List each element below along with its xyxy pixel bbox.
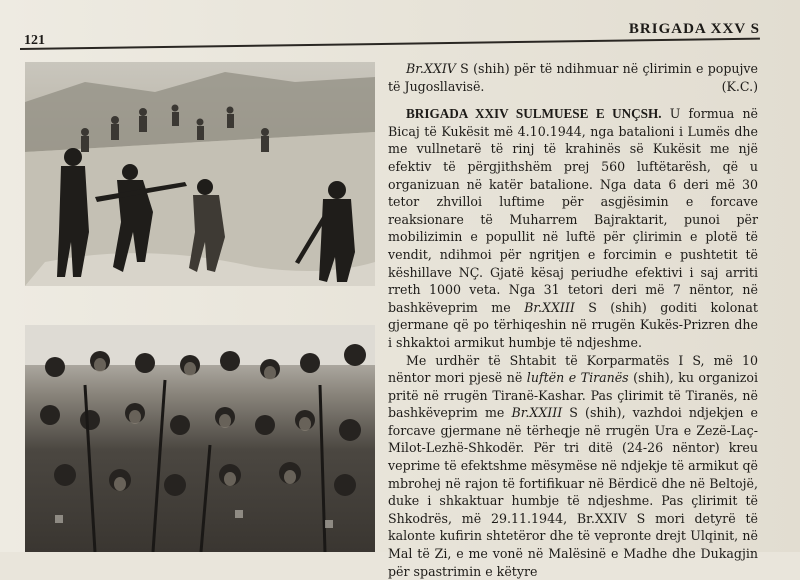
running-head: BRIGADA XXV S (629, 21, 760, 38)
page-number: 121 (24, 33, 45, 49)
intro-paragraph: Br.XXIV S (shih) për të ndihmuar në çlirimin e popujve të Jugosllavisë. (388, 60, 758, 95)
cross-reference: Br.XXIII (511, 405, 562, 420)
body-paragraph: Me urdhër të Shtabit të Korparmatës I S, më 10 nëntor mori pjesë në luftën e Tiranës (shih), ku organizoi pritë në rrugën Tiranë-Kashar. Pas çlirimit të Tiranës, në bashkëveprim me Br.XXIII S (shih), vazhdoi ndjekjen e forcave gjermane në tërheqje në rrugën Ura e Zezë-Laç-Milot-Lezhë-Shkodër. Për tri ditë (24-26 nëntor) kreu veprime të efektshme mësymëse në ndjekje të armikut që mbrohej në rajon të fortifikuar në Bërdicë dhe në Beltojë, duke i shkaktuar humbje të ndjeshme. Pas çlirimit të Shkodrës, më 29.11.1944, Br.XXIV S mori detyrë të kalonte kufirin shtetëror dhe të vepronte drejt Ulqinit, në Mal të Zi, e me vonë në Malësinë e Madhe dhe Dukagjin për spastrimin e këtyre (388, 352, 758, 580)
cross-reference: Br.XXIII (524, 300, 575, 315)
cross-reference: luftën e Tiranës (527, 370, 629, 385)
entry-title: BRIGADA XXIV SULMUESE E UNÇSH. (406, 106, 662, 121)
header-rule (20, 38, 760, 50)
article-text-column (388, 60, 758, 580)
entry-paragraph: BRIGADA XXIV SULMUESE E UNÇSH. U formua në Bicaj të Kukësit më 4.10.1944, nga batalioni i Lumës dhe me vullnetarë të rinj të krahinës së Kukësit me një efektiv të përgjithshëm prej 560 luftëtarësh, që u organizuan në katër batalione. Nga data 6 deri më 30 tetor zhvilloi luftime për asgjësimin e forcave reaksionare të Muharrem Bajraktarit, punoi për mobilizimin e popullit në luftë për çlirimin e plotë të vendit, ndihmoi për ngritjen e forcimin e pushtetit të këshillave NÇ. Gjatë kësaj periudhe efektivi i saj arriti rreth 1000 veta. Nga 31 tetori deri më 7 nëntor, në bashkëveprim me Br.XXIII S (shih) goditi kolonat gjermane që po tërhiqeshin në rrugën Kukës-Prizren dhe i shkaktoi armikut humbje të ndjeshme. (388, 105, 758, 351)
photo-partisan-group (25, 325, 375, 552)
cross-reference: Br.XXIV (406, 61, 456, 76)
author-initials: (K.C.) (388, 78, 758, 96)
photo-partisans-advancing (25, 62, 375, 286)
